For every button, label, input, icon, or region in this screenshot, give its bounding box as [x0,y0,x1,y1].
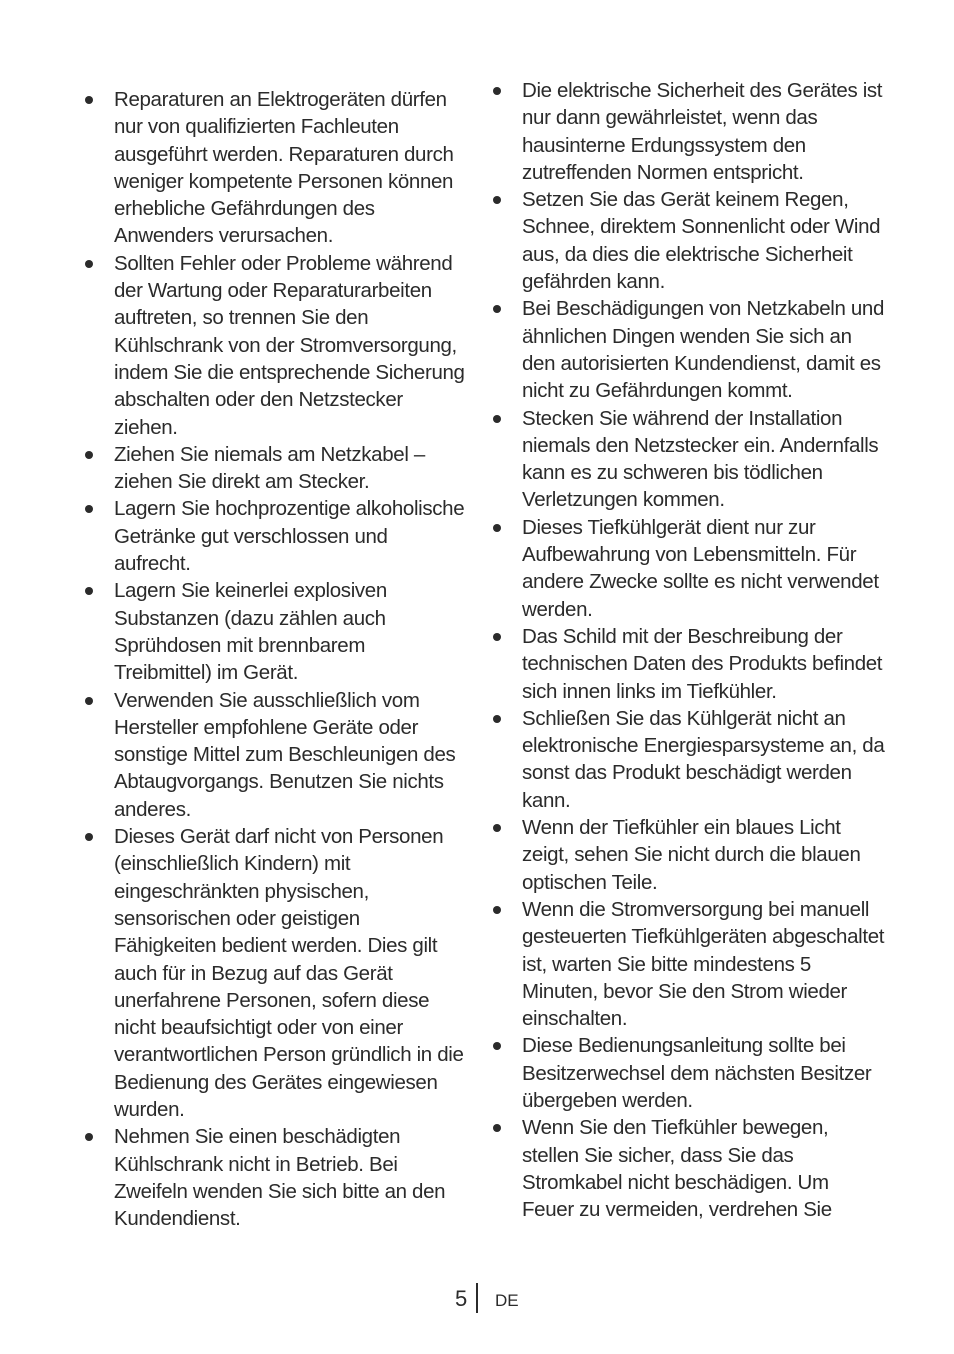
bullet-icon [493,1042,501,1050]
bullet-icon [85,587,93,595]
list-item-text: Reparaturen an Elektrogeräten dürfen nur von qualifizierten Fachleuten ausgeführt werden. Reparaturen durch weniger kompetente Personen können erhebliche Gefährdungen des Anwenders verursachen. [114,88,454,248]
bullet-icon [85,260,93,268]
bullet-icon [493,1124,501,1132]
list-item-text: Das Schild mit der Beschreibung der technischen Daten des Produkts befindet sich innen links im Tiefkühler. [522,624,883,703]
list-item-text: Diese Bedienungsanleitung sollte bei Besitzerwechsel dem nächsten Besitzer übergeben werden. [522,1034,872,1112]
list-item [490,1114,885,1223]
list-item [82,86,467,250]
bullet-icon [85,697,93,705]
list-item-text: Verwenden Sie ausschließlich vom Hersteller empfohlene Geräte oder sonstige Mittel zum Beschleunigen des Abtaugvorgangs. Benutzen Sie nichts anderes. [114,688,456,821]
language-code: DE [495,1291,519,1310]
list-item-text: Wenn die Stromversorgung bei manuell gesteuerten Tiefkühlgeräten abgeschaltet ist, warten Sie bitte mindestens 5 Minuten, bevor Sie den Strom wieder einschalten. [522,897,885,1031]
list-item [490,295,885,404]
list-item [490,896,885,1032]
page-number: 5 [455,1286,468,1311]
list-item-text: Wenn der Tiefkühler ein blaues Licht zeigt, sehen Sie nicht durch die blauen optischen Teile. [522,816,861,894]
list-item-text: Bei Beschädigungen von Netzkabeln und ähnlichen Dingen wenden Sie sich an den autorisierten Kundendienst, damit es nicht zu Gefährdungen kommt. [522,297,885,403]
list-item-text: Die elektrische Sicherheit des Gerätes ist nur dann gewährleistet, wenn das hausinterne Erdungssystem den zutreffenden Normen entspricht. [522,79,883,184]
list-item [490,77,885,186]
list-item [82,687,467,823]
list-item-text: Schließen Sie das Kühlgerät nicht an elektronische Energiesparsysteme an, da sonst das Produkt beschädigt werden kann. [522,706,885,812]
list-item-text: Ziehen Sie niemals am Netzkabel – ziehen Sie direkt am Stecker. [114,442,425,494]
bullet-icon [493,415,501,423]
bullet-icon [493,305,501,313]
list-item [82,1123,467,1232]
list-item-text: Stecken Sie während der Installation niemals den Netzstecker ein. Andernfalls kann es zu schweren bis tödlichen Verletzungen kommen. [522,406,879,512]
list-item-text: Nehmen Sie einen beschädigten Kühlschrank nicht in Betrieb. Bei Zweifeln wenden Sie sich bitte an den Kundendienst. [114,1125,446,1231]
bullet-icon [85,96,93,104]
bullet-icon [493,196,501,204]
bullet-icon [493,524,501,532]
list-item-text: Setzen Sie das Gerät keinem Regen, Schnee, direktem Sonnenlicht oder Wind aus, da dies die elektrische Sicherheit gefährden kann. [522,188,881,294]
list-item [490,623,885,705]
list-item-text: Wenn Sie den Tiefkühler bewegen, stellen Sie sicher, dass Sie das Stromkabel nicht beschädigen. Um Feuer zu vermeiden, verdrehen Sie [522,1116,832,1222]
footer-divider [476,1283,478,1313]
bullet-icon [493,824,501,832]
list-item-text: Lagern Sie keinerlei explosiven Substanzen (dazu zählen auch Sprühdosen mit brennbarem Treibmittel) im Gerät. [114,579,387,685]
list-item-text: Lagern Sie hochprozentige alkoholische Getränke gut verschlossen und aufrecht. [114,497,465,576]
list-item [490,514,885,623]
right-column-list [490,77,885,1223]
bullet-icon [493,633,501,641]
list-item [82,577,467,686]
list-item [490,186,885,295]
bullet-icon [493,87,501,95]
list-item-text: Dieses Tiefkühlgerät dient nur zur Aufbewahrung von Lebensmitteln. Für andere Zwecke sollte es nicht verwendet werden. [522,515,879,621]
list-item-text: Dieses Gerät darf nicht von Personen (einschließlich Kindern) mit eingeschränkten physischen, sensorischen oder geistigen Fähigkeiten bedient werden. Dies gilt auch für in Bezug auf das Gerät unerfahrene Personen, sofern diese nicht beaufsichtigt oder von einer verantwortlichen Person gründlich in die Bedienung des Gerätes eingewiesen wurden. [114,825,464,1121]
bullet-icon [493,715,501,723]
list-item [82,495,467,577]
list-item [490,405,885,514]
page-footer [0,1285,954,1315]
bullet-icon [85,505,93,513]
bullet-icon [493,906,501,914]
left-column-list [82,86,467,1232]
list-item [82,823,467,1123]
list-item [490,814,885,896]
list-item [490,705,885,814]
list-item-text: Sollten Fehler oder Probleme während der Wartung oder Reparaturarbeiten auftreten, so trennen Sie den Kühlschrank von der Stromversorgung, indem Sie die entsprechende Sicherung abschalten oder den Netzstecker ziehen. [114,251,465,439]
list-item [82,441,467,496]
bullet-icon [85,1133,93,1141]
bullet-icon [85,451,93,459]
list-item [82,250,467,441]
list-item [490,1032,885,1114]
bullet-icon [85,833,93,841]
